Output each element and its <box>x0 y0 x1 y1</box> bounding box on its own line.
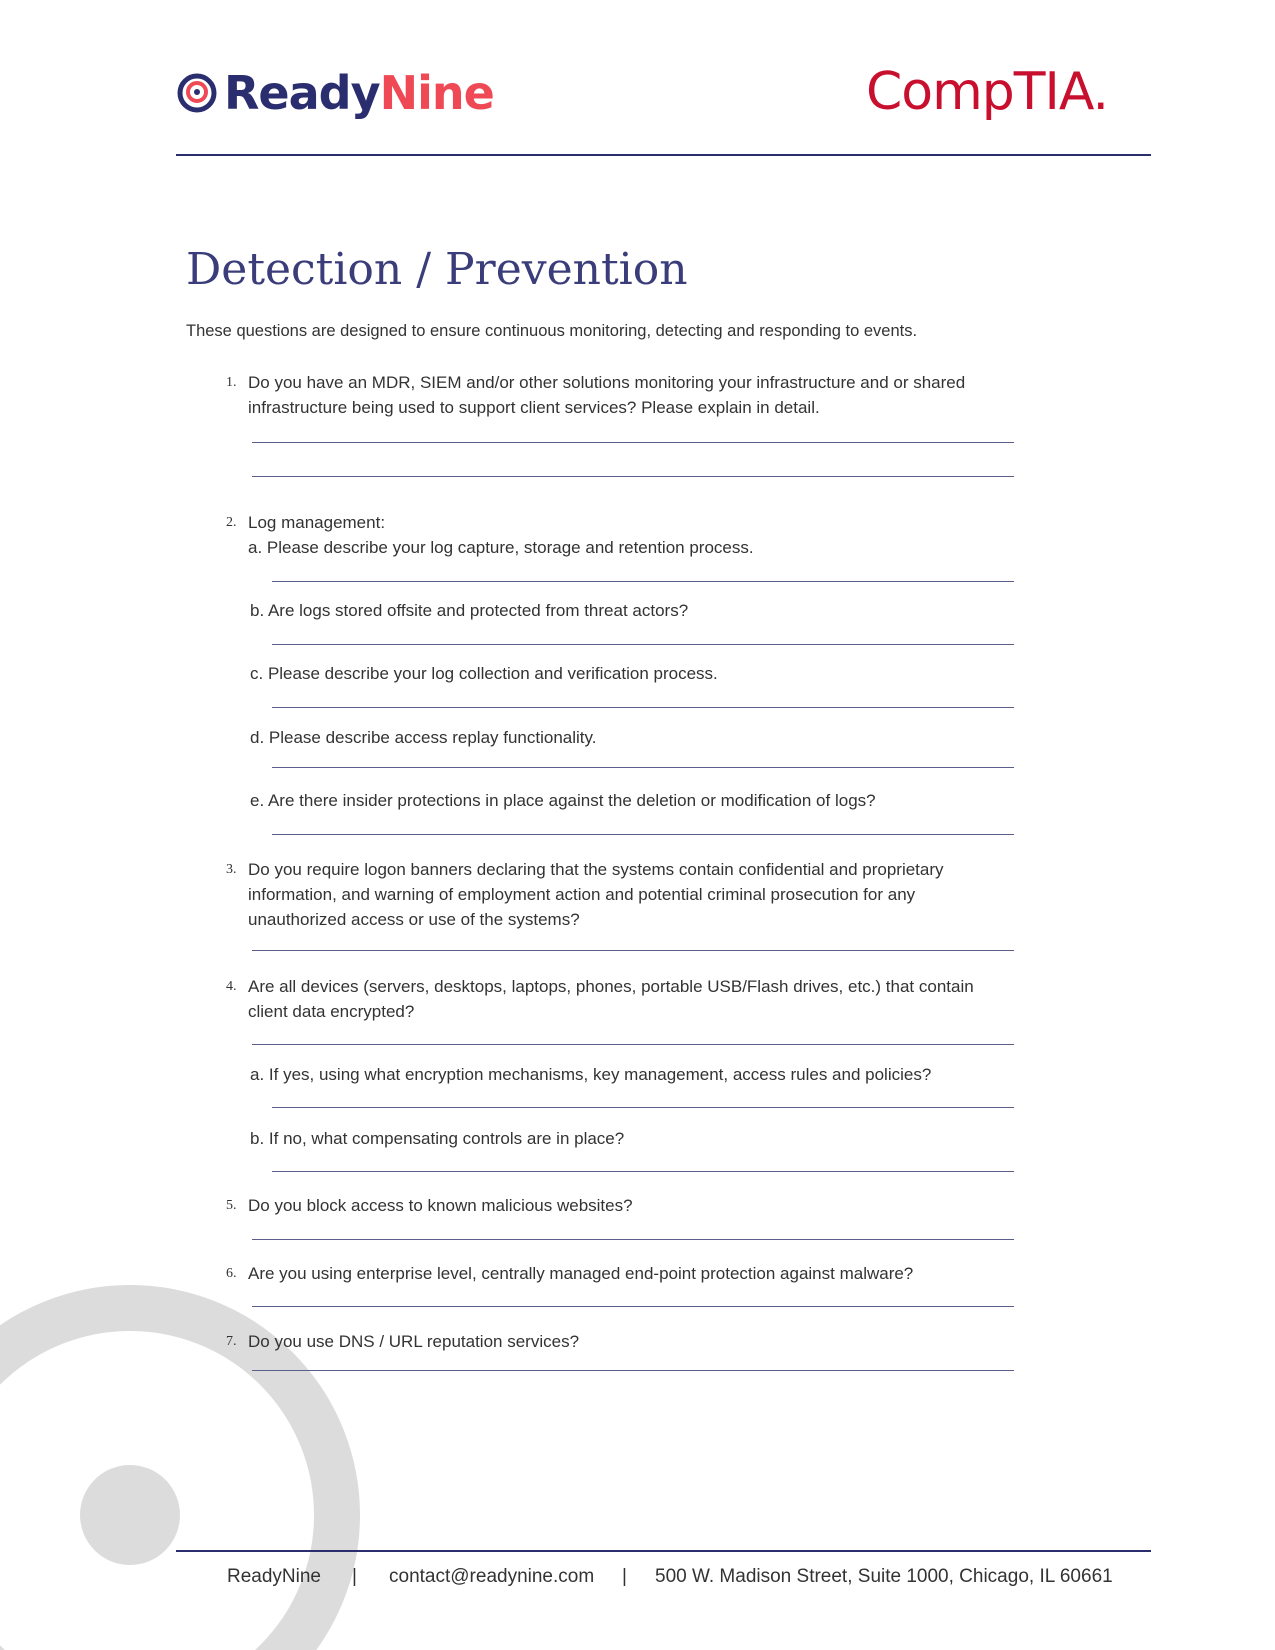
page-title: Detection / Prevention <box>186 244 688 295</box>
answer-line[interactable] <box>272 581 1014 582</box>
footer-separator: | <box>352 1566 357 1587</box>
question-number: 5. <box>226 1198 237 1213</box>
answer-line[interactable] <box>252 1044 1014 1045</box>
subquestion-2d: d. Please describe access replay functionality. <box>250 728 597 747</box>
question-4 <box>226 974 1008 1024</box>
subquestion-4b: b. If no, what compensating controls are in place? <box>250 1129 625 1148</box>
question-number: 1. <box>226 375 237 390</box>
subquestion-2b: b. Are logs stored offsite and protected from threat actors? <box>250 601 689 620</box>
comptia-logo-text: CompTIA. <box>866 62 1109 122</box>
question-number: 4. <box>226 979 237 994</box>
answer-line[interactable] <box>252 1239 1014 1240</box>
answer-line[interactable] <box>272 644 1014 645</box>
subquestion-2a: a. Please describe your log capture, storage and retention process. <box>248 538 754 557</box>
logo-ready-text: Ready <box>224 66 380 120</box>
answer-line[interactable] <box>272 767 1014 768</box>
question-7 <box>226 1329 1008 1354</box>
question-text: Do you block access to known malicious websites? <box>248 1196 633 1215</box>
answer-line[interactable] <box>272 707 1014 708</box>
question-text: Log management: <box>248 513 386 532</box>
answer-line[interactable] <box>252 950 1014 951</box>
footer-separator: | <box>622 1566 627 1587</box>
question-text: Do you require logon banners declaring that the systems contain confidential and proprietary information, and warning of employment action and potential criminal prosecution for any unauthorized access or use of the systems? <box>248 860 944 929</box>
question-text: Are you using enterprise level, centrally managed end-point protection against malware? <box>248 1264 914 1283</box>
readynine-mark-icon <box>176 72 218 114</box>
question-6 <box>226 1261 1028 1286</box>
subquestion-2e: e. Are there insider protections in place against the deletion or modification of logs? <box>250 791 876 810</box>
question-number: 2. <box>226 515 237 530</box>
logo-nine-text: Nine <box>379 66 494 120</box>
answer-line[interactable] <box>272 1171 1014 1172</box>
question-2 <box>226 510 988 535</box>
question-number: 7. <box>226 1334 237 1349</box>
question-text: Do you have an MDR, SIEM and/or other solutions monitoring your infrastructure and or shared infrastructure being used to support client services? Please explain in detail. <box>248 373 966 417</box>
subquestion-4a: a. If yes, using what encryption mechanisms, key management, access rules and policies? <box>250 1065 932 1084</box>
answer-line[interactable] <box>252 1306 1014 1307</box>
footer-email-link[interactable]: contact@readynine.com <box>389 1566 595 1587</box>
question-number: 3. <box>226 862 237 877</box>
subquestion-2c: c. Please describe your log collection and verification process. <box>250 664 718 683</box>
intro-text: These questions are designed to ensure continuous monitoring, detecting and responding to events. <box>186 322 918 340</box>
answer-line[interactable] <box>252 442 1014 443</box>
question-text: Are all devices (servers, desktops, laptops, phones, portable USB/Flash drives, etc.) that contain client data encrypted? <box>248 977 974 1021</box>
answer-line[interactable] <box>272 834 1014 835</box>
footer-divider <box>176 1550 1151 1552</box>
comptia-logo <box>866 62 1109 122</box>
answer-line[interactable] <box>272 1107 1014 1108</box>
header-divider <box>176 154 1151 156</box>
footer-address: 500 W. Madison Street, Suite 1000, Chicago, IL 60661 <box>655 1566 1113 1587</box>
footer-company: ReadyNine <box>227 1566 321 1587</box>
question-5 <box>226 1193 1008 1218</box>
answer-line[interactable] <box>252 476 1014 477</box>
readynine-logo <box>176 66 494 120</box>
answer-line[interactable] <box>252 1370 1014 1371</box>
question-text: Do you use DNS / URL reputation services? <box>248 1332 580 1351</box>
question-number: 6. <box>226 1266 237 1281</box>
question-1 <box>226 370 988 420</box>
question-3 <box>226 857 968 932</box>
